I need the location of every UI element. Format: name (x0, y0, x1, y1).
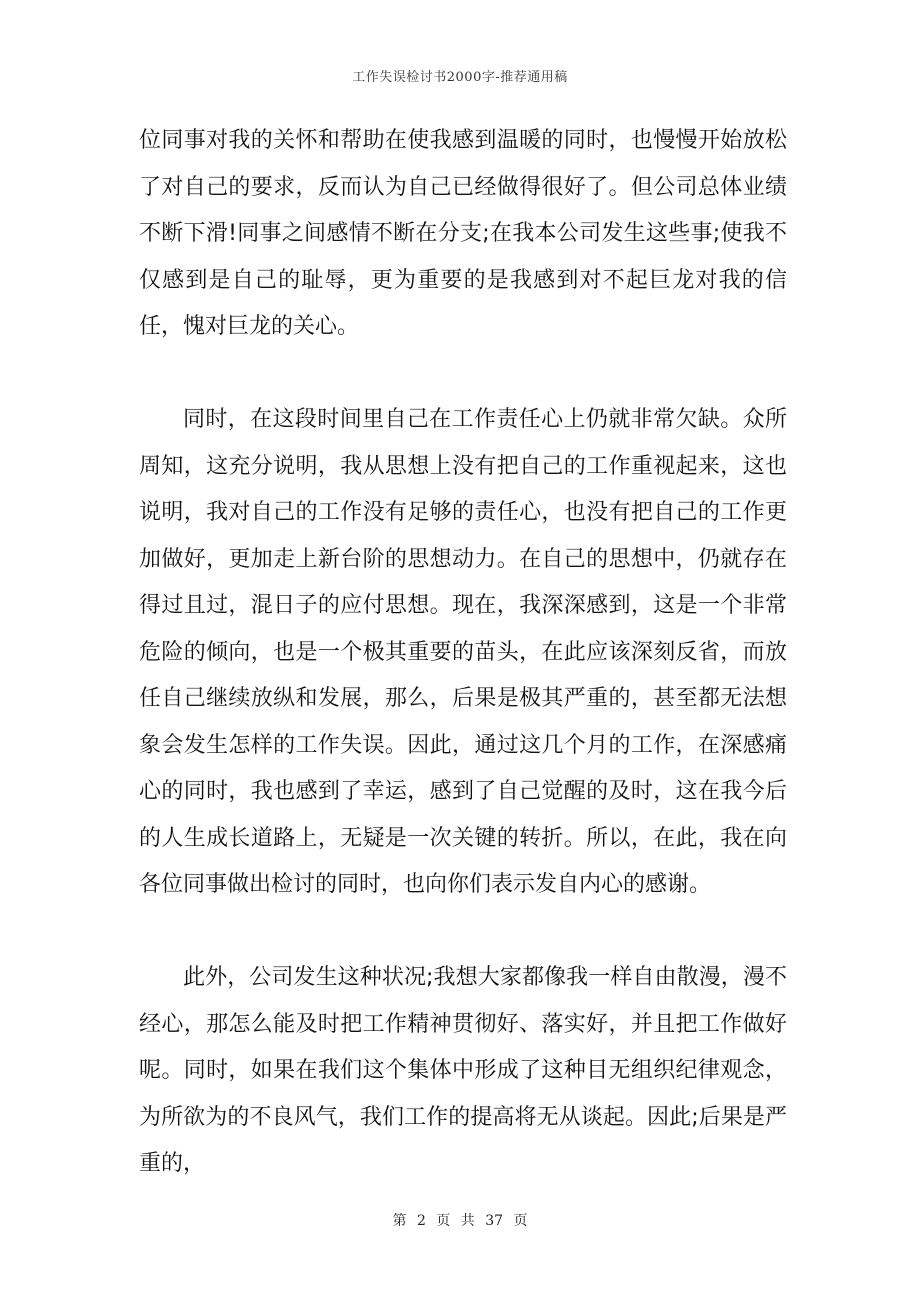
paragraph-1: 位同事对我的关怀和帮助在使我感到温暖的同时，也慢慢开始放松了对自己的要求，反而认为自己已经做得很好了。但公司总体业绩不断下滑!同事之间感情不断在分支;在我本公司发生这些事;使我不仅感到是自己的耻辱，更为重要的是我感到对不起巨龙对我的信任，愧对巨龙的关心。 (139, 128, 787, 339)
document-body (139, 118, 787, 1188)
paragraph-2: 同时，在这段时间里自己在工作责任心上仍就非常欠缺。众所周知，这充分说明，我从思想上没有把自己的工作重视起来，这也说明，我对自己的工作没有足够的责任心，也没有把自己的工作更加做好，更加走上新台阶的思想动力。在自己的思想中，仍就存在得过且过，混日子的应付思想。现在，我深深感到，这是一个非常危险的倾向，也是一个极其重要的苗头，在此应该深刻反省，而放任自己继续放纵和发展，那么，后果是极其严重的，甚至都无法想象会发生怎样的工作失误。因此，通过这几个月的工作，在深感痛心的同时，我也感到了幸运，感到了自己觉醒的及时，这在我今后的人生成长道路上，无疑是一次关键的转折。所以，在此，我在向各位同事做出检讨的同时，也向你们表示发自内心的感谢。 (139, 407, 787, 897)
page-number-footer: 第 2 页 共 37 页 (392, 1213, 528, 1229)
paragraph-3: 此外，公司发生这种状况;我想大家都像我一样自由散漫，漫不经心，那怎么能及时把工作精神贯彻好、落实好，并且把工作做好呢。同时，如果在我们这个集体中形成了这种目无组织纪律观念，为所欲为的不良风气，我们工作的提高将无从谈起。因此;后果是严重的， (139, 965, 787, 1176)
page-header-title: 工作失误检讨书2000字-推荐通用稿 (352, 70, 568, 85)
